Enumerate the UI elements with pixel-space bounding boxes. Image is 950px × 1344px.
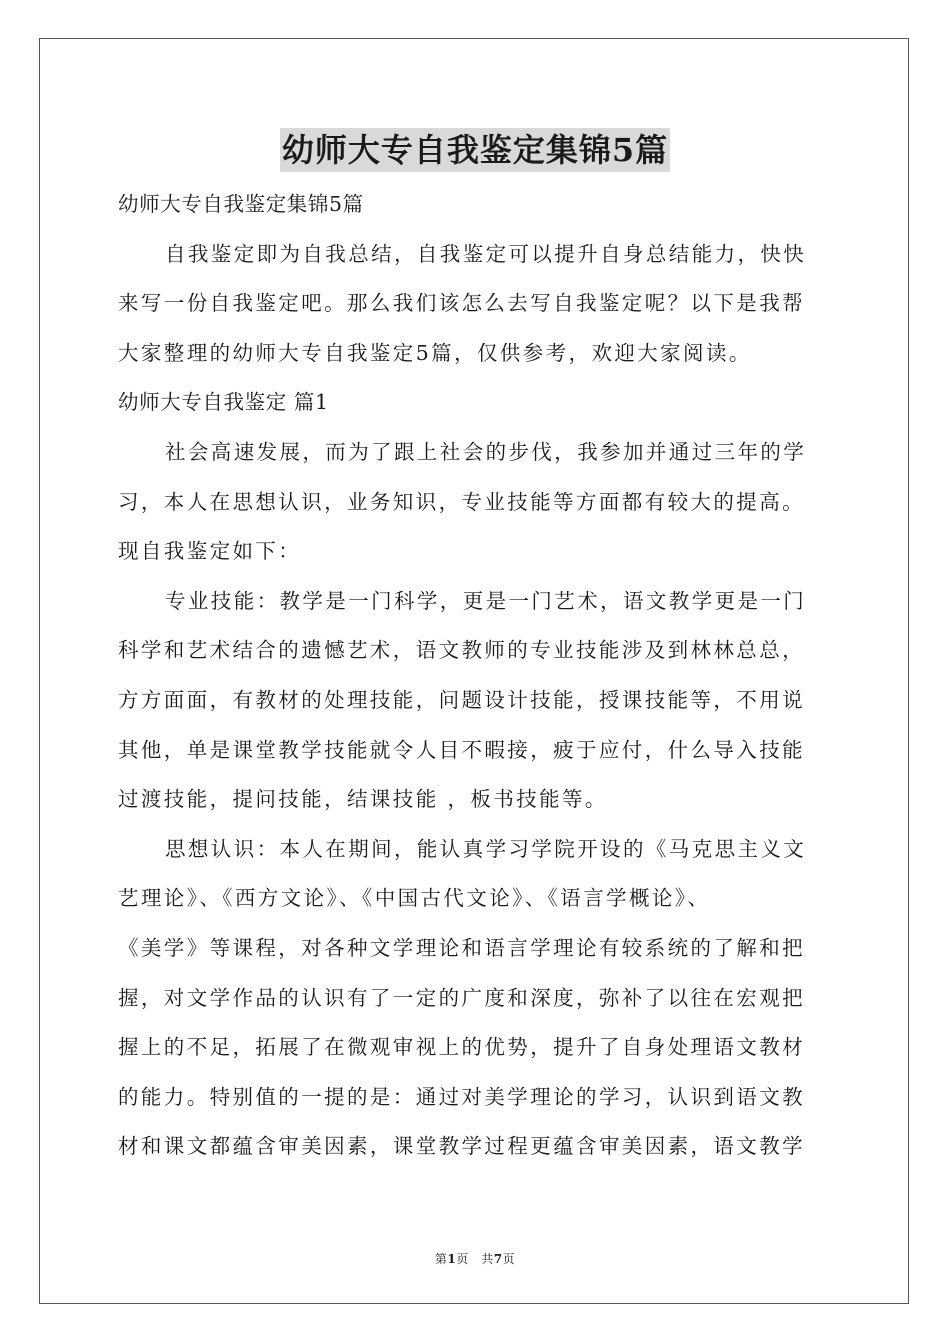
- paragraph-line: 来写一份自我鉴定吧。那么我们该怎么去写自我鉴定呢？以下是我帮: [118, 291, 805, 316]
- paragraph-line: 艺理论》、《西方文论》、《中国古代文论》、《语言学概论》、: [118, 886, 711, 911]
- current-page-number: 1: [447, 1252, 457, 1266]
- page-footer: [0, 1250, 950, 1267]
- subtitle-line: 幼师大专自我鉴定集锦5篇: [118, 192, 364, 216]
- paragraph-line: 握上的不足，拓展了在微观审视上的优势，提升了自身处理语文教材: [118, 1035, 805, 1060]
- paragraph-line: 习，本人在思想认识，业务知识，专业技能等方面都有较大的提高。: [118, 489, 805, 514]
- paragraph-line: 现自我鉴定如下：: [118, 539, 302, 564]
- paragraph-line: 材和课文都蕴含审美因素，课堂教学过程更蕴含审美因素，语文教学: [118, 1134, 805, 1159]
- footer-prefix: 第: [434, 1252, 448, 1266]
- paragraph-line: 的能力。特别值的一提的是：通过对美学理论的学习，认识到语文教: [118, 1084, 805, 1109]
- paragraph-line: 方方面面，有教材的处理技能，问题设计技能，授课技能等，不用说: [118, 687, 805, 712]
- paragraph-line: 思想认识：本人在期间，能认真学习学院开设的《马克思主义文: [165, 836, 807, 861]
- title-container: [0, 128, 950, 172]
- paragraph-line: 握，对文学作品的认识有了一定的广度和深度，弥补了以往在宏观把: [118, 985, 805, 1010]
- paragraph-line: 过渡技能，提问技能，结课技能 ，板书技能等。: [118, 787, 608, 812]
- footer-mid: 页 共: [456, 1252, 494, 1266]
- total-page-number: 7: [493, 1252, 503, 1266]
- paragraph-line: 其他，单是课堂教学技能就令人目不暇接，疲于应付，什么导入技能: [118, 737, 805, 762]
- paragraph-line: 《美学》等课程，对各种文学理论和语言学理论有较系统的了解和把: [118, 935, 805, 960]
- footer-suffix: 页: [502, 1252, 516, 1266]
- section-heading: 幼师大专自我鉴定 篇1: [118, 390, 329, 415]
- paragraph-line: 专业技能：教学是一门科学，更是一门艺术，语文教学更是一门: [165, 588, 807, 613]
- paragraph-line: 科学和艺术结合的遗憾艺术，语文教师的专业技能涉及到林林总总，: [118, 638, 805, 663]
- paragraph-line: 社会高速发展，而为了跟上社会的步伐，我参加并通过三年的学: [165, 439, 807, 464]
- paragraph-line: 大家整理的幼师大专自我鉴定5篇，仅供参考，欢迎大家阅读。: [118, 340, 752, 365]
- document-body: [118, 180, 834, 1172]
- paragraph-line: 自我鉴定即为自我总结，自我鉴定可以提升自身总结能力，快快: [165, 241, 807, 266]
- document-title: 幼师大专自我鉴定集锦5篇: [280, 128, 670, 172]
